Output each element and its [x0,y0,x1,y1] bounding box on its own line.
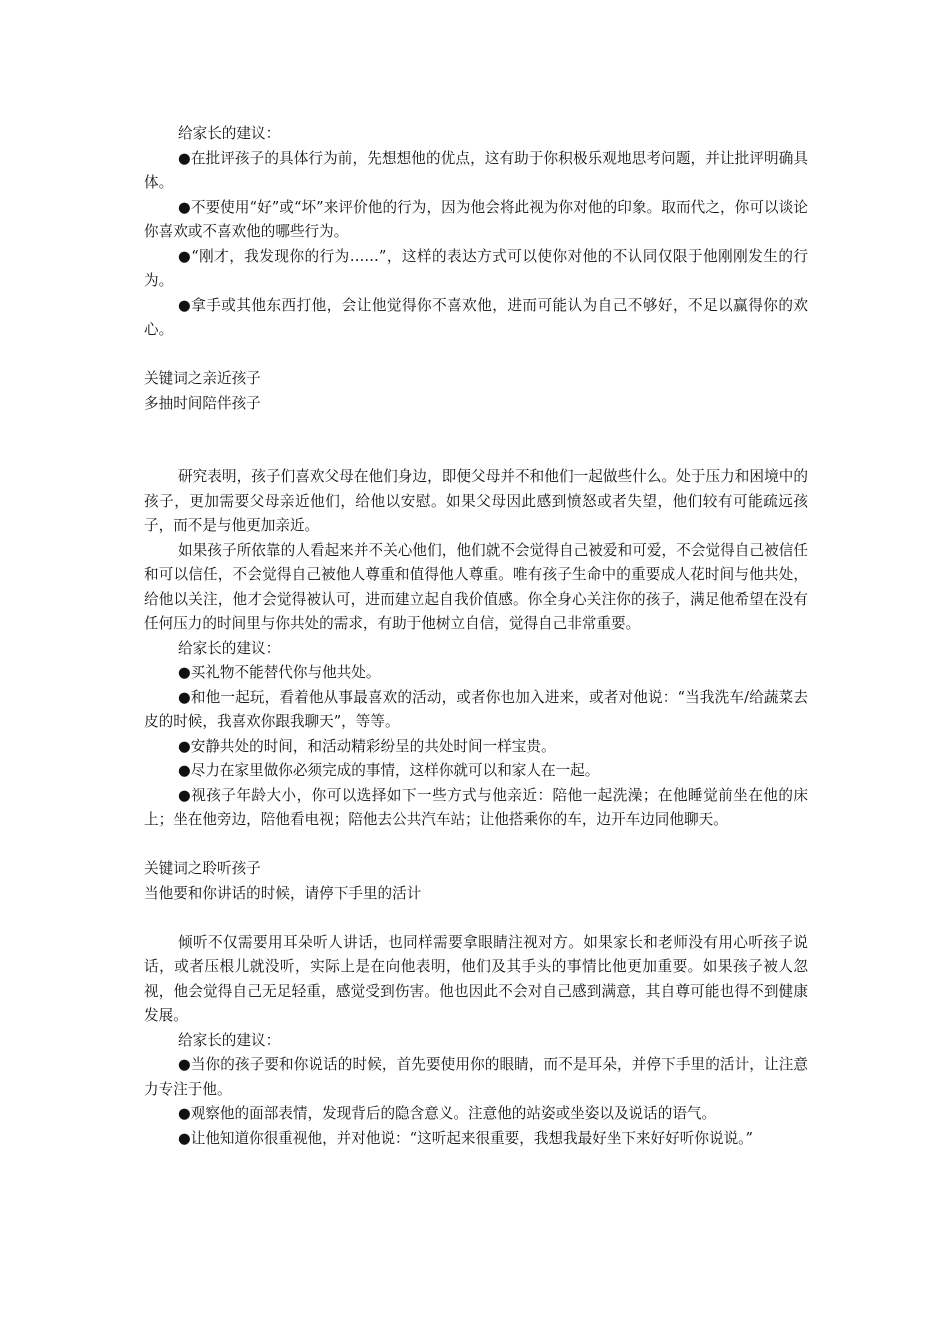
spacer [144,416,808,441]
advice-bullet: ●视孩子年龄大小，你可以选择如下一些方式与他亲近：陪他一起洗澡；在他睡觉前坐在他的床上；坐在他旁边，陪他看电视；陪他去公共汽车站；让他搭乘你的车，边开车边同他聊天。 [144,786,808,828]
advice-label: 给家长的建议： [178,1031,281,1049]
advice-bullet: ●买礼物不能替代你与他共处。 [178,664,381,681]
advice-bullet: ●“刚才，我发现你的行为……”，这样的表达方式可以使你对他的不认同仅限于他刚刚发生的行为。 [144,247,808,289]
document-page [144,122,808,1151]
spacer [144,441,808,466]
section-subtitle: 当他要和你讲话的时候，请停下手里的活计 [144,884,422,902]
advice-bullet: ●当你的孩子要和你说话的时候，首先要使用你的眼睛，而不是耳朵，并停下手里的活计，让注意力专注于他。 [144,1056,808,1098]
body-paragraph: 研究表明，孩子们喜欢父母在他们身边，即便父母并不和他们一起做些什么。处于压力和困境中的孩子，更加需要父母亲近他们，给他以安慰。如果父母因此感到愤怒或者失望，他们较有可能疏远孩子，而不是与他更加亲近。 [144,468,808,534]
advice-label: 给家长的建议： [178,639,281,657]
advice-bullet: ●拿手或其他东西打他，会让他觉得你不喜欢他，进而可能认为自己不够好，不足以赢得你的欢心。 [144,296,808,338]
advice-bullet: ●观察他的面部表情，发现背后的隐含意义。注意他的站姿或坐姿以及说话的语气。 [178,1105,717,1122]
advice-bullet: ●尽力在家里做你必须完成的事情，这样你就可以和家人在一起。 [178,762,600,779]
advice-bullet: ●安静共处的时间，和活动精彩纷呈的共处时间一样宝贵。 [178,737,556,755]
body-paragraph: 倾听不仅需要用耳朵听人讲话，也同样需要拿眼睛注视对方。如果家长和老师没有用心听孩子说话，或者压根儿就没听，实际上是在向他表明，他们及其手头的事情比他更加重要。如果孩子被人忽视，他会觉得自己无足轻重，感觉受到伤害。他也因此不会对自己感到满意，其自尊可能也得不到健康发展。 [144,933,808,1024]
spacer [144,906,808,931]
advice-bullet: ●不要使用“好”或“坏”来评价他的行为，因为他会将此视为你对他的印象。取而代之，你可以谈论你喜欢或不喜欢他的哪些行为。 [144,198,808,240]
keyword-heading: 关键词之聆听孩子 [144,860,261,877]
advice-label: 给家长的建议： [178,125,281,142]
advice-bullet: ●让他知道你很重视他，并对他说：“这听起来很重要，我想我最好坐下来好好听你说说。” [178,1129,753,1147]
spacer [144,833,808,858]
section-subtitle: 多抽时间陪伴孩子 [144,394,261,412]
advice-bullet: ●和他一起玩，看着他从事最喜欢的活动，或者你也加入进来，或者对他说：“当我洗车/给蔬菜去皮的时候，我喜欢你跟我聊天”，等等。 [144,688,808,730]
advice-bullet: ●在批评孩子的具体行为前，先想想他的优点，这有助于你积极乐观地思考问题，并让批评明确具体。 [144,149,808,191]
keyword-heading: 关键词之亲近孩子 [144,370,261,387]
spacer [144,343,808,368]
body-paragraph: 如果孩子所依靠的人看起来并不关心他们，他们就不会觉得自己被爱和可爱，不会觉得自己被信任和可以信任，不会觉得自己被他人尊重和值得他人尊重。唯有孩子生命中的重要成人花时间与他共处，给他以关注，他才会觉得被认可，进而建立起自我价值感。你全身心关注你的孩子，满足他希望在没有任何压力的时间里与你共处的需求，有助于他树立自信，觉得自己非常重要。 [144,541,808,632]
